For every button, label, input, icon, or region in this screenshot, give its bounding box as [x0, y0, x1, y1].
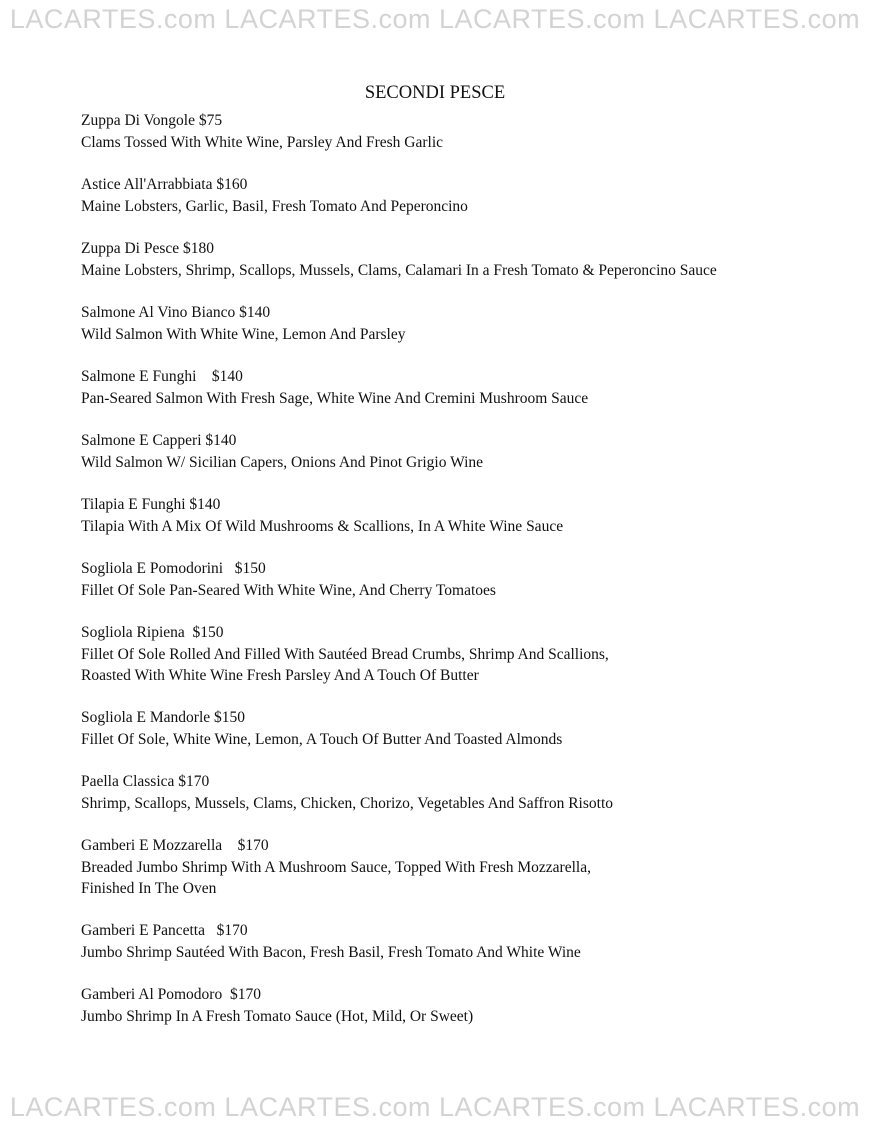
menu-item: [81, 920, 841, 963]
menu-item-heading: Gamberi Al Pomodoro $170: [81, 986, 261, 1003]
menu-item: [81, 302, 841, 345]
menu-item-description: Jumbo Shrimp In A Fresh Tomato Sauce (Hot, Mild, Or Sweet): [81, 1007, 474, 1025]
menu-item-heading: Zuppa Di Pesce $180: [81, 240, 215, 257]
menu-item: [81, 771, 841, 814]
menu-item: [81, 110, 841, 153]
menu-item-description: Fillet Of Sole, White Wine, Lemon, A Touch Of Butter And Toasted Almonds: [81, 730, 563, 748]
menu-item-heading: Paella Classica $170: [81, 773, 210, 790]
menu-item-heading: Sogliola E Mandorle $150: [81, 709, 246, 726]
menu-item-heading: Tilapia E Funghi $140: [81, 496, 221, 513]
menu-item-heading: Sogliola E Pomodorini $150: [81, 560, 266, 577]
menu-item: [81, 835, 841, 900]
menu-item: [81, 558, 841, 601]
menu-item-description: Maine Lobsters, Garlic, Basil, Fresh Tomato And Peperoncino: [81, 197, 468, 215]
menu-item-description: Jumbo Shrimp Sautéed With Bacon, Fresh Basil, Fresh Tomato And White Wine: [81, 943, 581, 961]
menu-item-description: Wild Salmon With White Wine, Lemon And Parsley: [81, 325, 406, 343]
menu-item: [81, 707, 841, 750]
menu-item-heading: Sogliola Ripiena $150: [81, 624, 224, 641]
menu-item-description: Maine Lobsters, Shrimp, Scallops, Mussels, Clams, Calamari In a Fresh Tomato & Peperoncino Sauce: [81, 261, 717, 279]
menu-item-description: Fillet Of Sole Rolled And Filled With Sautéed Bread Crumbs, Shrimp And Scallions,: [81, 645, 609, 663]
menu-item: [81, 366, 841, 409]
menu-item: [81, 238, 841, 281]
menu-item: [81, 494, 841, 537]
menu-item-heading: Salmone E Capperi $140: [81, 432, 237, 449]
menu-item: [81, 174, 841, 217]
menu-item-heading: Astice All'Arrabbiata $160: [81, 176, 248, 193]
menu-item-description: Clams Tossed With White Wine, Parsley And Fresh Garlic: [81, 133, 444, 151]
menu-item-description: Roasted With White Wine Fresh Parsley And A Touch Of Butter: [81, 667, 479, 684]
menu-item-description: Fillet Of Sole Pan-Seared With White Wine, And Cherry Tomatoes: [81, 581, 496, 599]
menu-item-description: Tilapia With A Mix Of Wild Mushrooms & Scallions, In A White Wine Sauce: [81, 517, 564, 535]
menu-item: [81, 622, 841, 687]
menu-item: [81, 984, 841, 1027]
watermark-top: LACARTES.com LACARTES.com LACARTES.com LACARTES.com: [9, 4, 861, 34]
menu-item-heading: Gamberi E Pancetta $170: [81, 922, 248, 939]
page-title: SECONDI PESCE: [364, 83, 506, 103]
watermark-bottom: LACARTES.com LACARTES.com LACARTES.com LACARTES.com: [9, 1092, 861, 1122]
menu-item-heading: Salmone E Funghi $140: [81, 368, 243, 385]
menu-item-description: Pan-Seared Salmon With Fresh Sage, White Wine And Cremini Mushroom Sauce: [81, 389, 589, 407]
menu-item-heading: Salmone Al Vino Bianco $140: [81, 304, 271, 321]
menu-item: [81, 430, 841, 473]
menu-item-description: Wild Salmon W/ Sicilian Capers, Onions And Pinot Grigio Wine: [81, 453, 484, 471]
menu-item-heading: Gamberi E Mozzarella $170: [81, 837, 269, 854]
menu-item-description: Finished In The Oven: [81, 880, 217, 897]
menu-item-description: Shrimp, Scallops, Mussels, Clams, Chicken, Chorizo, Vegetables And Saffron Risotto: [81, 794, 614, 812]
menu-item-description: Breaded Jumbo Shrimp With A Mushroom Sauce, Topped With Fresh Mozzarella,: [81, 858, 591, 876]
menu-item-heading: Zuppa Di Vongole $75: [81, 112, 223, 129]
